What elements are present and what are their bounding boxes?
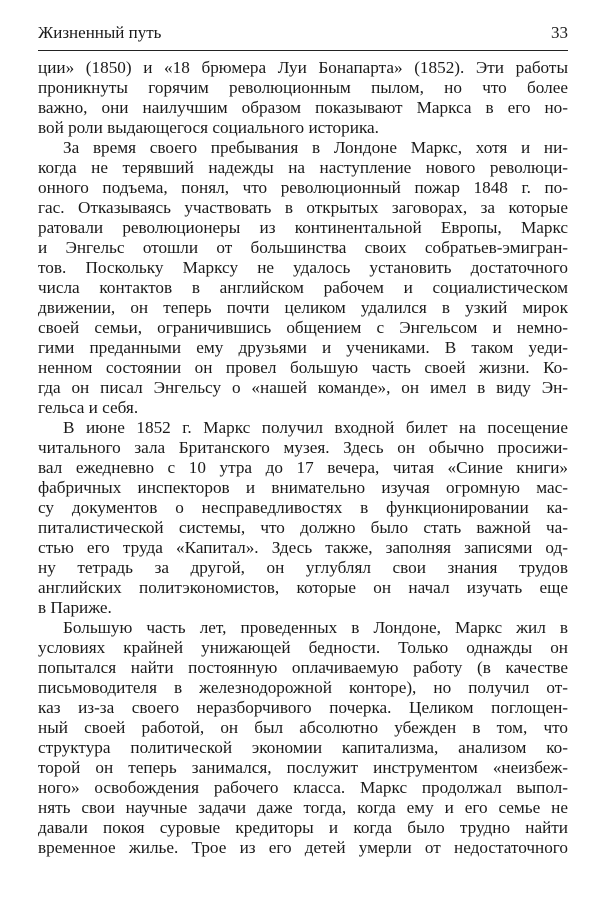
text-line: своей семьи, ограничившись общением с Энгельсом и немно-	[38, 318, 568, 337]
text-line: английских политэкономистов, которые он начал изучать еще	[38, 578, 568, 597]
text-line: За время своего пребывания в Лондоне Маркс, хотя и ни-	[63, 138, 568, 157]
text-line: нять свои научные задачи даже тогда, когда ему и его семье не	[38, 798, 568, 817]
text-line: гас. Отказываясь участвовать в открытых заговорах, за которые	[38, 198, 568, 217]
page-body	[38, 58, 568, 858]
paragraph	[38, 618, 568, 858]
text-line: письмоводителя в железнодорожной конторе), но получил от-	[38, 678, 568, 697]
text-line: В июне 1852 г. Маркс получил входной билет на посещение	[63, 418, 568, 437]
text-line: и Энгельс отошли от большинства своих собратьев-эмигран-	[38, 238, 568, 257]
text-line: онного подъема, понял, что революционный пожар 1848 г. по-	[38, 178, 568, 197]
text-line: ратовали революционеры из континентальной Европы, Маркс	[38, 218, 568, 237]
text-line: читального зала Британского музея. Здесь он обычно просижи-	[38, 438, 568, 457]
text-line: давали покоя суровые кредиторы и когда было трудно найти	[38, 818, 568, 837]
text-line: гельса и себя.	[38, 398, 139, 417]
text-line: Большую часть лет, проведенных в Лондоне, Маркс жил в	[63, 618, 568, 637]
text-line: стью его труда «Капитал». Здесь также, заполняя записями од-	[38, 538, 568, 557]
text-line: проникнуты горячим революционным пылом, но что более	[38, 78, 568, 97]
paragraph	[38, 138, 568, 418]
text-line: в Париже.	[38, 598, 112, 617]
text-line: каз из-за своего неразборчивого почерка. Целиком поглощен-	[38, 698, 568, 717]
text-line: ции» (1850) и «18 брюмера Луи Бонапарта» (1852). Эти работы	[38, 58, 568, 77]
text-line: ного» освобождения рабочего класса. Маркс продолжал выпол-	[38, 778, 568, 797]
text-line: ну тетрадь за другой, он углублял свои знания трудов	[38, 558, 568, 577]
page-number: 33	[551, 23, 568, 42]
text-line: вой роли выдающегося социального историка.	[38, 118, 379, 137]
text-line: временное жилье. Трое из его детей умерли от недостаточного	[38, 838, 568, 857]
text-line: попытался найти постоянную оплачиваемую работу (в качестве	[38, 658, 568, 677]
paragraph	[38, 418, 568, 618]
paragraph	[38, 58, 568, 138]
text-line: гими преданными ему друзьями и учениками. В таком уеди-	[38, 338, 568, 357]
text-line: тов. Поскольку Марксу не удалось установить достаточного	[38, 258, 568, 277]
text-line: су документов о несправедливостях в функционировании ка-	[38, 498, 568, 517]
text-line: важно, они наилучшим образом показывают Маркса в его но-	[38, 98, 568, 117]
text-line: структура политической экономии капитализма, анализом ко-	[38, 738, 568, 757]
text-line: числа контактов в английском рабочем и социалистическом	[38, 278, 568, 297]
text-line: фабричных инспекторов и внимательно изучая огромную мас-	[38, 478, 568, 497]
text-line: торой он теперь занимался, послужит инструментом «неизбеж-	[38, 758, 568, 777]
text-line: ненном состоянии он провел большую часть своей жизни. Ко-	[38, 358, 568, 377]
text-line: вал ежедневно с 10 утра до 17 вечера, читая «Синие книги»	[38, 458, 568, 477]
text-line: условиях крайней унижающей бедности. Только однажды он	[38, 638, 568, 657]
text-line: питалистической системы, что должно было стать важной ча-	[38, 518, 568, 537]
text-line: гда он писал Энгельсу о «нашей команде», он имел в виду Эн-	[38, 378, 568, 397]
text-line: движении, он теперь почти целиком удалился в узкий мирок	[38, 298, 568, 317]
page-header	[38, 22, 568, 51]
running-title: Жизненный путь	[38, 23, 162, 42]
text-line: ный своей работой, он был абсолютно убежден в том, что	[38, 718, 568, 737]
text-line: когда не терявший надежды на наступление нового революци-	[38, 158, 568, 177]
